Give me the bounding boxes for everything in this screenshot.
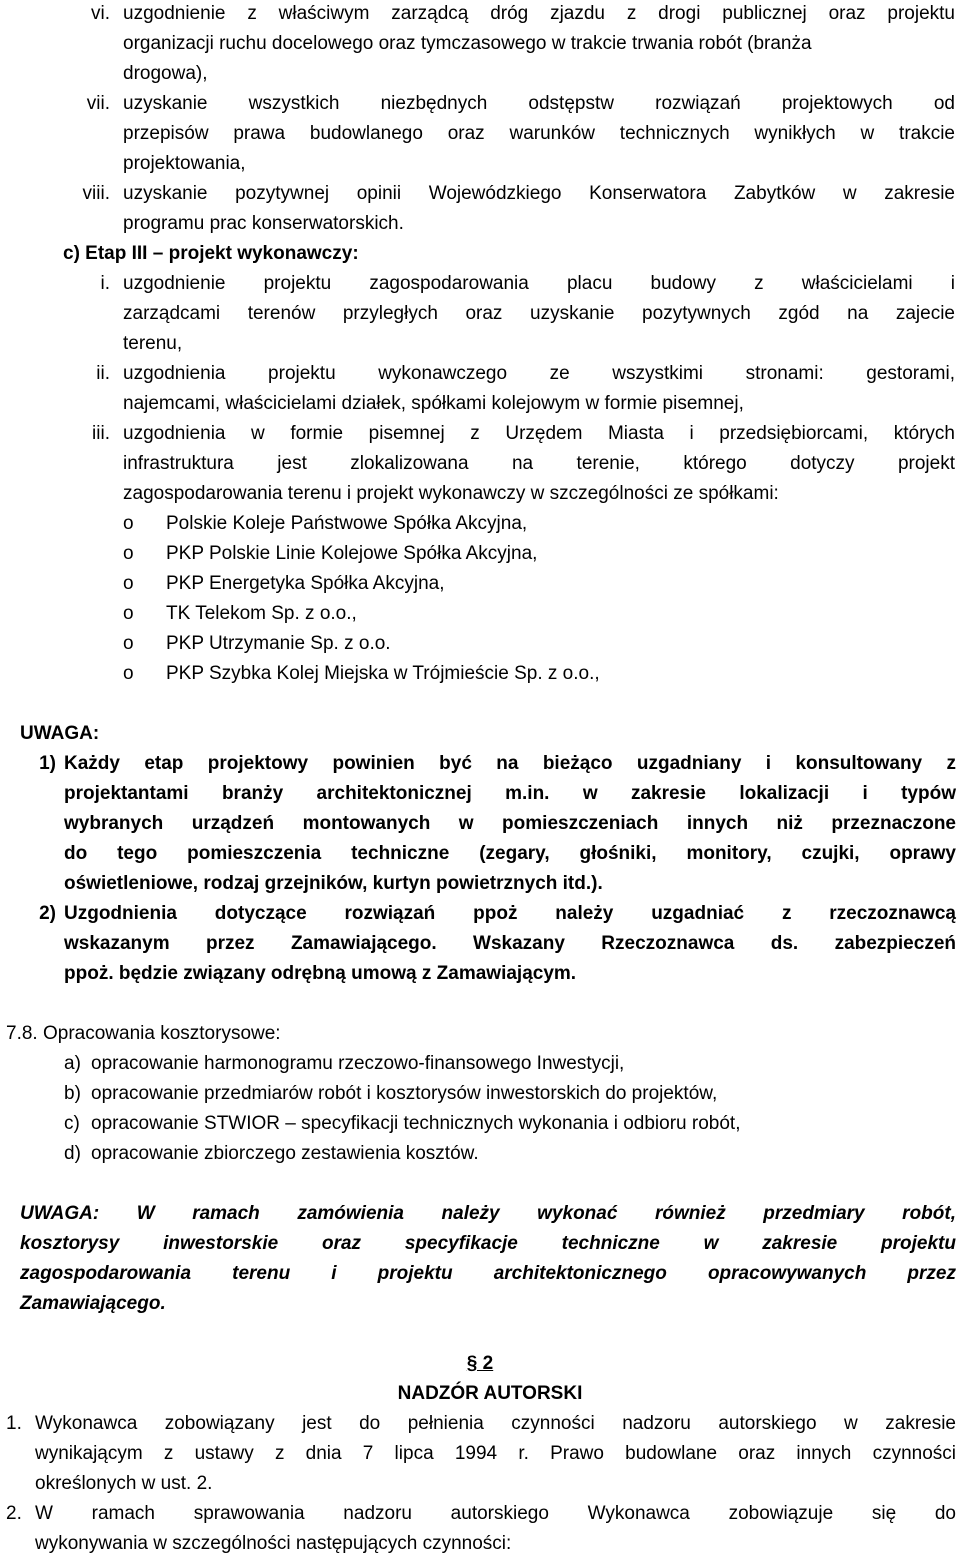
list-number: b) <box>64 1083 81 1104</box>
list-item-text: uzgodnienia w formie pisemnej z Urzędem Miasta i przedsiębiorcami, których <box>123 423 955 444</box>
bullet-marker: o <box>123 633 134 654</box>
list-item-text: zarządcami terenów przyległych oraz uzyskanie pozytywnych zgód na zajecie <box>123 303 955 324</box>
list-item-text: programu prac konserwatorskich. <box>123 213 404 234</box>
list-item-text: wykonywania w szczególności następujących czynności: <box>35 1533 512 1554</box>
bullet-marker: o <box>123 573 134 594</box>
list-item: PKP Polskie Linie Kolejowe Spółka Akcyjna, <box>166 543 538 564</box>
list-number: 1) <box>39 753 56 774</box>
uwaga-note: kosztorysy inwestorskie oraz specyfikacje techniczne w zakresie projektu <box>20 1233 956 1254</box>
bullet-marker: o <box>123 603 134 624</box>
bullet-marker: o <box>123 543 134 564</box>
list-item: opracowanie zbiorczego zestawienia kosztów. <box>91 1143 479 1164</box>
list-item-text: projektowania, <box>123 153 246 174</box>
section-heading: 7.8. Opracowania kosztorysowe: <box>6 1023 281 1044</box>
uwaga-note: zagospodarowania terenu i projektu architektonicznego opracowywanych przez <box>20 1263 956 1284</box>
uwaga-note: UWAGA: W ramach zamówienia należy wykonać również przedmiary robót, <box>20 1203 956 1224</box>
list-item: opracowanie przedmiarów robót i kosztorysów inwestorskich do projektów, <box>91 1083 718 1104</box>
list-number: viii. <box>82 183 110 204</box>
list-item-text: uzyskanie wszystkich niezbędnych odstępstw rozwiązań projektowych od <box>123 93 955 114</box>
note-text: projektantami branży architektonicznej m.in. w zakresie lokalizacji i typów <box>64 783 956 804</box>
list-item: opracowanie harmonogramu rzeczowo-finansowego Inwestycji, <box>91 1053 625 1074</box>
note-text: do tego pomieszczenia techniczne (zegary, głośniki, monitory, czujki, oprawy <box>64 843 956 864</box>
list-item: TK Telekom Sp. z o.o., <box>166 603 357 624</box>
bullet-marker: o <box>123 513 134 534</box>
list-item-text: drogowa), <box>123 63 208 84</box>
list-item: PKP Szybka Kolej Miejska w Trójmieście Sp. z o.o., <box>166 663 600 684</box>
list-item-text: uzgodnienia projektu wykonawczego ze wszystkimi stronami: gestorami, <box>123 363 955 384</box>
list-item-text: terenu, <box>123 333 183 354</box>
list-number: d) <box>64 1143 81 1164</box>
list-item-text: Wykonawca zobowiązany jest do pełnienia czynności nadzoru autorskiego w zakresie <box>35 1413 956 1434</box>
list-number: ii. <box>96 363 110 384</box>
note-text: wskazanym przez Zamawiającego. Wskazany Rzeczoznawca ds. zabezpieczeń <box>64 933 956 954</box>
note-text: oświetleniowe, rodzaj grzejników, kurtyn powietrznych itd.). <box>64 873 603 894</box>
note-text: ppoż. będzie związany odrębną umową z Zamawiającym. <box>64 963 577 984</box>
list-item-text: uzyskanie pozytywnej opinii Wojewódzkiego Konserwatora Zabytków w zakresie <box>123 183 955 204</box>
list-item-text: zagospodarowania terenu i projekt wykonawczy w szczególności ze spółkami: <box>123 483 779 504</box>
list-item-text: organizacji ruchu docelowego oraz tymczasowego w trakcie trwania robót (branża <box>123 33 812 54</box>
list-number: 2. <box>6 1503 22 1524</box>
list-number: vii. <box>86 93 110 114</box>
list-item: opracowanie STWIOR – specyfikacji technicznych wykonania i odbioru robót, <box>91 1113 741 1134</box>
list-item-text: uzgodnienie z właściwym zarządcą dróg zjazdu z drogi publicznej oraz projektu <box>123 3 955 24</box>
uwaga-note: Zamawiającego. <box>20 1293 166 1314</box>
uwaga-heading: UWAGA: <box>20 723 100 744</box>
list-item-text: uzgodnienie projektu zagospodarowania placu budowy z właścicielami i <box>123 273 955 294</box>
list-item-text: wynikającym z ustawy z dnia 7 lipca 1994 r. Prawo budowlane oraz innych czynności <box>35 1443 956 1464</box>
bullet-marker: o <box>123 663 134 684</box>
section-heading: c) Etap III – projekt wykonawczy: <box>63 243 359 264</box>
list-number: i. <box>100 273 110 294</box>
list-item-text: określonych w ust. 2. <box>35 1473 213 1494</box>
note-text: Uzgodnienia dotyczące rozwiązań ppoż należy uzgadniać z rzeczoznawcą <box>64 903 956 924</box>
paragraph-mark: § 2 <box>466 1353 494 1374</box>
note-text: Każdy etap projektowy powinien być na bieżąco uzgadniany i konsultowany z <box>64 753 956 774</box>
list-item-text: najemcami, właścicielami działek, spółkami kolejowym w formie pisemnej, <box>123 393 744 414</box>
list-number: 2) <box>39 903 56 924</box>
list-number: iii. <box>92 423 110 444</box>
list-number: a) <box>64 1053 81 1074</box>
list-item: PKP Utrzymanie Sp. z o.o. <box>166 633 391 654</box>
list-item-text: infrastruktura jest zlokalizowana na terenie, którego dotyczy projekt <box>123 453 955 474</box>
list-item-text: W ramach sprawowania nadzoru autorskiego Wykonawca zobowiązuje się do <box>35 1503 956 1524</box>
list-number: c) <box>64 1113 80 1134</box>
list-number: vi. <box>91 3 110 24</box>
list-item: Polskie Koleje Państwowe Spółka Akcyjna, <box>166 513 528 534</box>
list-item-text: przepisów prawa budowlanego oraz warunków technicznych wynikłych w trakcie <box>123 123 955 144</box>
list-number: 1. <box>6 1413 22 1434</box>
list-item: PKP Energetyka Spółka Akcyjna, <box>166 573 445 594</box>
note-text: wybranych urządzeń montowanych w pomieszczeniach innych niż przeznaczone <box>64 813 956 834</box>
page-title: NADZÓR AUTORSKI <box>397 1383 583 1404</box>
